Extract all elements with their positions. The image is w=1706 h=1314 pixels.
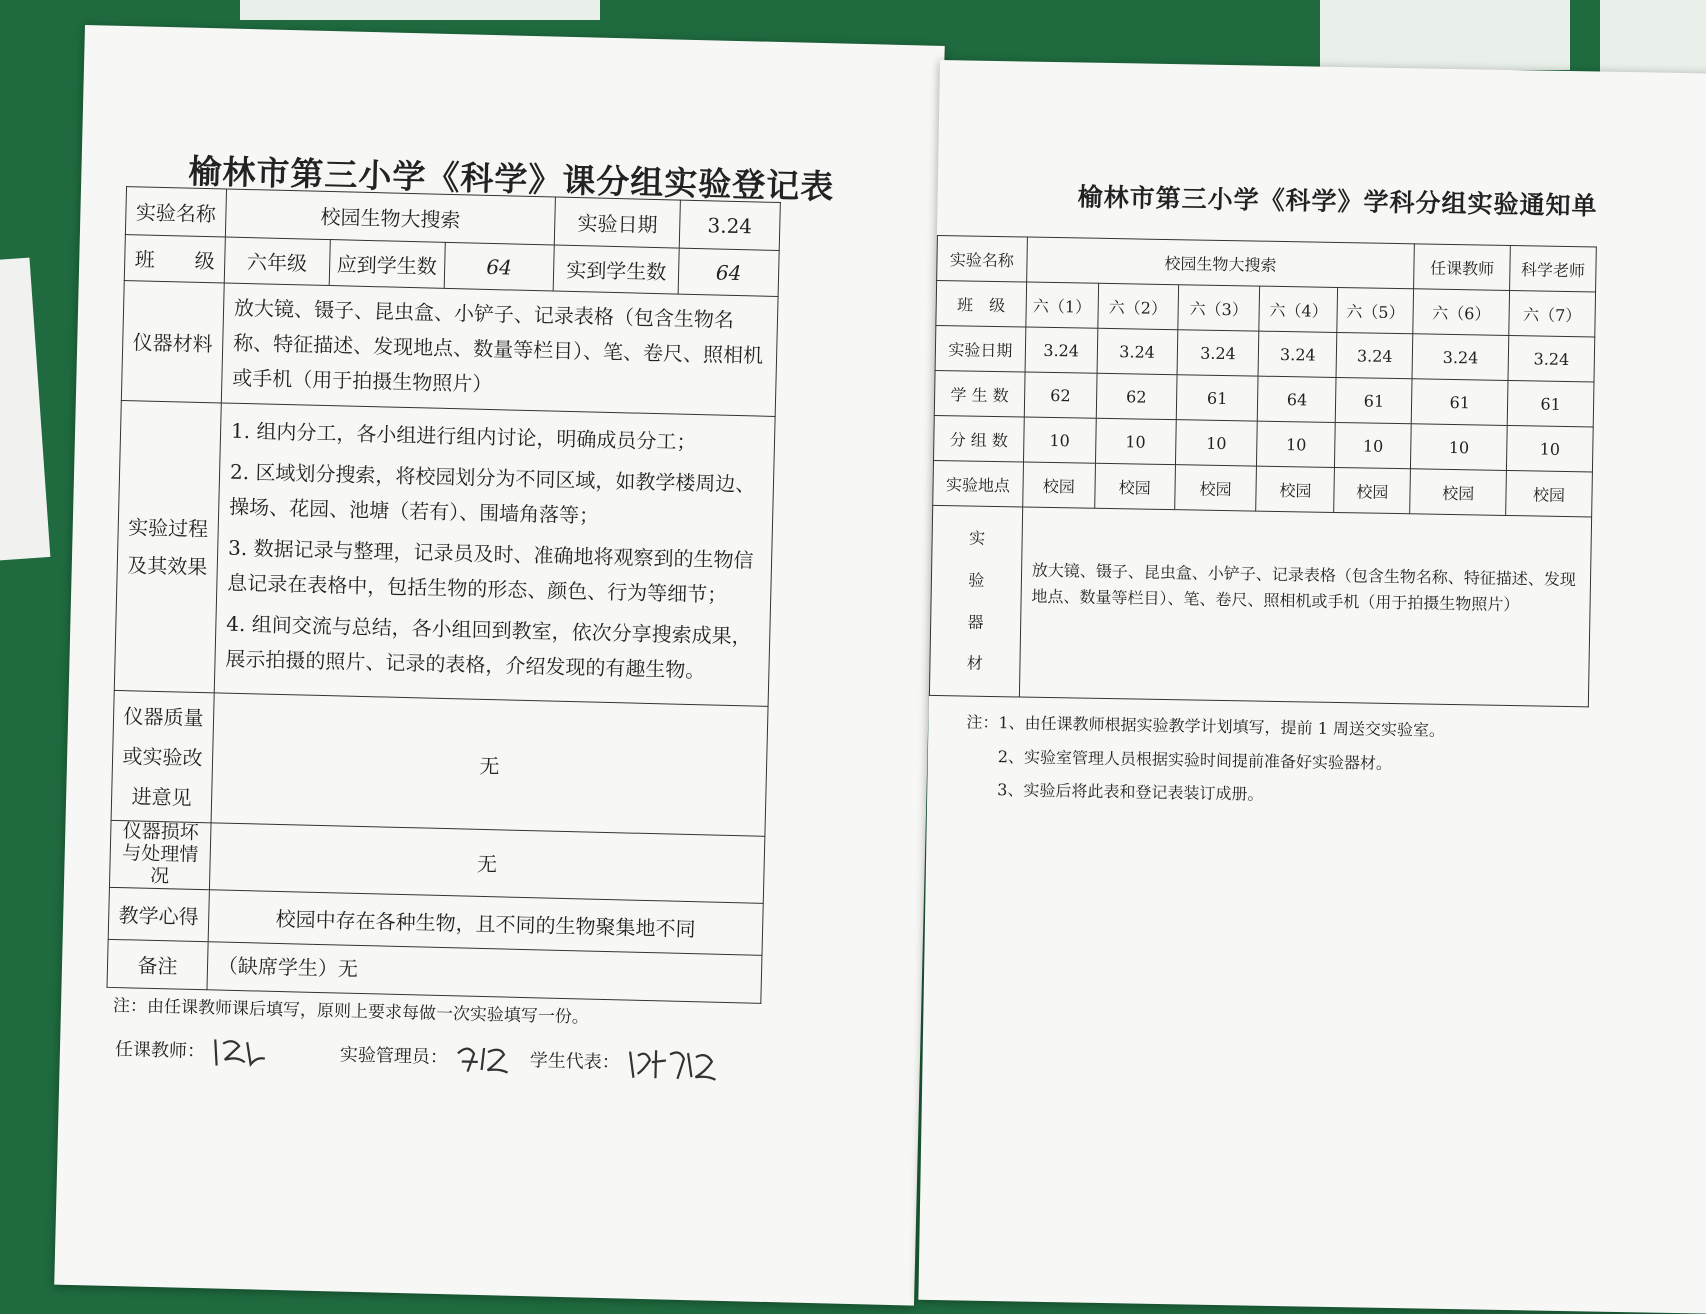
students-cell: 61 bbox=[1507, 380, 1594, 426]
notice-notes bbox=[965, 706, 1445, 815]
notice-value-teacher: 科学老师 bbox=[1510, 245, 1597, 291]
label-quality: 仪器质量或实验改进意见 bbox=[111, 690, 214, 822]
value-process bbox=[214, 403, 775, 706]
notice-label-teacher: 任课教师 bbox=[1414, 244, 1511, 291]
value-exp-date: 3.24 bbox=[679, 200, 780, 250]
notice-label-date: 实验日期 bbox=[935, 325, 1026, 372]
groups-cell: 10 bbox=[1175, 420, 1258, 466]
process-step: 2. 区域划分搜索，将校园划分为不同区域，如教学楼周边、操场、花园、池塘（若有）、围墙角落等； bbox=[228, 459, 756, 528]
notice-label-exp-name: 实验名称 bbox=[937, 235, 1028, 282]
label-reflection: 教学心得 bbox=[108, 887, 209, 941]
groups-cell: 10 bbox=[1257, 421, 1336, 467]
class-cell: 六（6） bbox=[1413, 289, 1510, 336]
date-cell: 3.24 bbox=[1177, 330, 1260, 376]
value-actual-students: 64 bbox=[678, 248, 779, 296]
process-step: 1. 组内分工，各小组进行组内讨论，明确成员分工； bbox=[230, 418, 697, 455]
location-cell: 校园 bbox=[1174, 465, 1257, 511]
label-class: 班 级 bbox=[124, 235, 225, 283]
equipment-label-text: 实验器材 bbox=[966, 528, 986, 673]
class-cell: 六（7） bbox=[1509, 290, 1596, 336]
groups-cell: 10 bbox=[1411, 424, 1508, 471]
label-process: 实验过程及其效果 bbox=[114, 400, 221, 692]
students-cell: 61 bbox=[1412, 379, 1509, 426]
registration-title: 榆林市第三小学《科学》课分组实验登记表 bbox=[187, 151, 835, 207]
notice-note-item: 注：1、由任课教师根据实验教学计划填写，提前 1 周送交实验室。 bbox=[966, 712, 1446, 740]
teacher-signature bbox=[210, 1033, 271, 1072]
value-class: 六年级 bbox=[224, 237, 330, 286]
students-cell: 62 bbox=[1096, 373, 1177, 419]
label-expected-students: 应到学生数 bbox=[329, 240, 445, 289]
date-cell: 3.24 bbox=[1097, 328, 1178, 374]
notice-label-students: 学 生 数 bbox=[934, 370, 1025, 417]
date-cell: 3.24 bbox=[1025, 327, 1098, 373]
background-stripe bbox=[1320, 0, 1570, 70]
notice-label-groups: 分 组 数 bbox=[934, 415, 1025, 462]
notice-label-equipment bbox=[929, 505, 1022, 697]
admin-signature-field bbox=[339, 1037, 510, 1079]
date-cell: 3.24 bbox=[1412, 334, 1509, 381]
value-quality: 无 bbox=[211, 693, 768, 836]
groups-cell: 10 bbox=[1507, 425, 1594, 471]
location-cell: 校园 bbox=[1506, 470, 1593, 516]
value-damage: 无 bbox=[209, 823, 765, 903]
label-materials: 仪器材料 bbox=[121, 281, 224, 403]
date-cell: 3.24 bbox=[1259, 331, 1338, 377]
value-reflection: 校园中存在各种生物，且不同的生物聚集地不同 bbox=[208, 889, 763, 955]
students-cell: 61 bbox=[1176, 375, 1259, 421]
students-cell: 62 bbox=[1024, 372, 1097, 418]
class-cell: 六（5） bbox=[1337, 287, 1414, 333]
class-cell: 六（4） bbox=[1259, 286, 1338, 332]
date-cell: 3.24 bbox=[1336, 332, 1413, 378]
admin-signature-label: 实验管理员： bbox=[339, 1044, 449, 1069]
label-remarks: 备注 bbox=[107, 939, 208, 989]
date-cell: 3.24 bbox=[1508, 335, 1595, 381]
notice-title: 榆林市第三小学《科学》学科分组实验通知单 bbox=[1077, 182, 1598, 221]
class-cell: 六（2） bbox=[1098, 283, 1179, 329]
value-exp-name: 校园生物大搜索 bbox=[225, 189, 555, 245]
registration-sheet bbox=[54, 25, 945, 1306]
location-cell: 校园 bbox=[1256, 466, 1335, 512]
value-expected-students: 64 bbox=[444, 242, 555, 291]
label-exp-name: 实验名称 bbox=[125, 187, 226, 237]
class-cell: 六（3） bbox=[1177, 285, 1260, 331]
notice-value-equipment: 放大镜、镊子、昆虫盒、小铲子、记录表格（包含生物名称、特征描述、发现地点、数量等栏目）、笔、卷尺、照相机或手机（用于拍摄生物照片） bbox=[1019, 507, 1591, 707]
location-cell: 校园 bbox=[1094, 463, 1175, 509]
students-cell: 61 bbox=[1336, 377, 1413, 423]
notice-label-location: 实验地点 bbox=[933, 460, 1024, 507]
class-cell: 六（1） bbox=[1026, 282, 1099, 328]
notice-table bbox=[929, 235, 1597, 707]
value-remarks: （缺席学生）无 bbox=[207, 941, 762, 1003]
student-signature-field bbox=[529, 1041, 718, 1086]
registration-table bbox=[106, 186, 780, 1003]
label-exp-date: 实验日期 bbox=[555, 197, 681, 248]
background-stripe bbox=[240, 0, 600, 20]
notice-label-class: 班 级 bbox=[936, 280, 1027, 327]
location-cell: 校园 bbox=[1023, 462, 1096, 508]
partial-paper-edge bbox=[0, 258, 50, 563]
notice-value-exp-name: 校园生物大搜索 bbox=[1026, 237, 1414, 289]
label-damage: 仪器损坏与处理情况 bbox=[109, 820, 211, 889]
process-step: 3. 数据记录与整理，记录员及时、准确地将观察到的生物信息记录在表格中，包括生物的形态、颜色、行为等细节； bbox=[227, 535, 754, 607]
registration-note: 注：由任课教师课后填写，原则上要求每做一次实验填写一份。 bbox=[112, 995, 590, 1028]
student-signature-label: 学生代表： bbox=[529, 1050, 621, 1074]
teacher-signature-field bbox=[115, 1031, 272, 1073]
groups-cell: 10 bbox=[1095, 418, 1176, 464]
process-step: 4. 组间交流与总结，各小组回到教室，依次分享搜索成果，展示拍摄的照片、记录的表格，介绍发现的有趣生物。 bbox=[225, 611, 752, 683]
notice-sheet bbox=[918, 60, 1706, 1314]
students-cell: 64 bbox=[1258, 376, 1337, 422]
location-cell: 校园 bbox=[1334, 467, 1411, 513]
notice-note-item: 3、实验后将此表和登记表装订成册。 bbox=[997, 780, 1264, 804]
teacher-signature-label: 任课教师： bbox=[114, 1039, 206, 1063]
location-cell: 校园 bbox=[1410, 469, 1507, 516]
admin-signature bbox=[453, 1039, 510, 1078]
label-actual-students: 实到学生数 bbox=[553, 245, 679, 294]
groups-cell: 10 bbox=[1023, 417, 1096, 463]
notice-note-item: 2、实验室管理人员根据实验时间提前准备好实验器材。 bbox=[997, 746, 1393, 773]
groups-cell: 10 bbox=[1335, 422, 1412, 468]
student-signature bbox=[625, 1044, 718, 1086]
value-materials: 放大镜、镊子、昆虫盒、小铲子、记录表格（包含生物名称、特征描述、发现地点、数量等栏目）、笔、卷尺、照相机或手机（用于拍摄生物照片） bbox=[221, 283, 778, 417]
